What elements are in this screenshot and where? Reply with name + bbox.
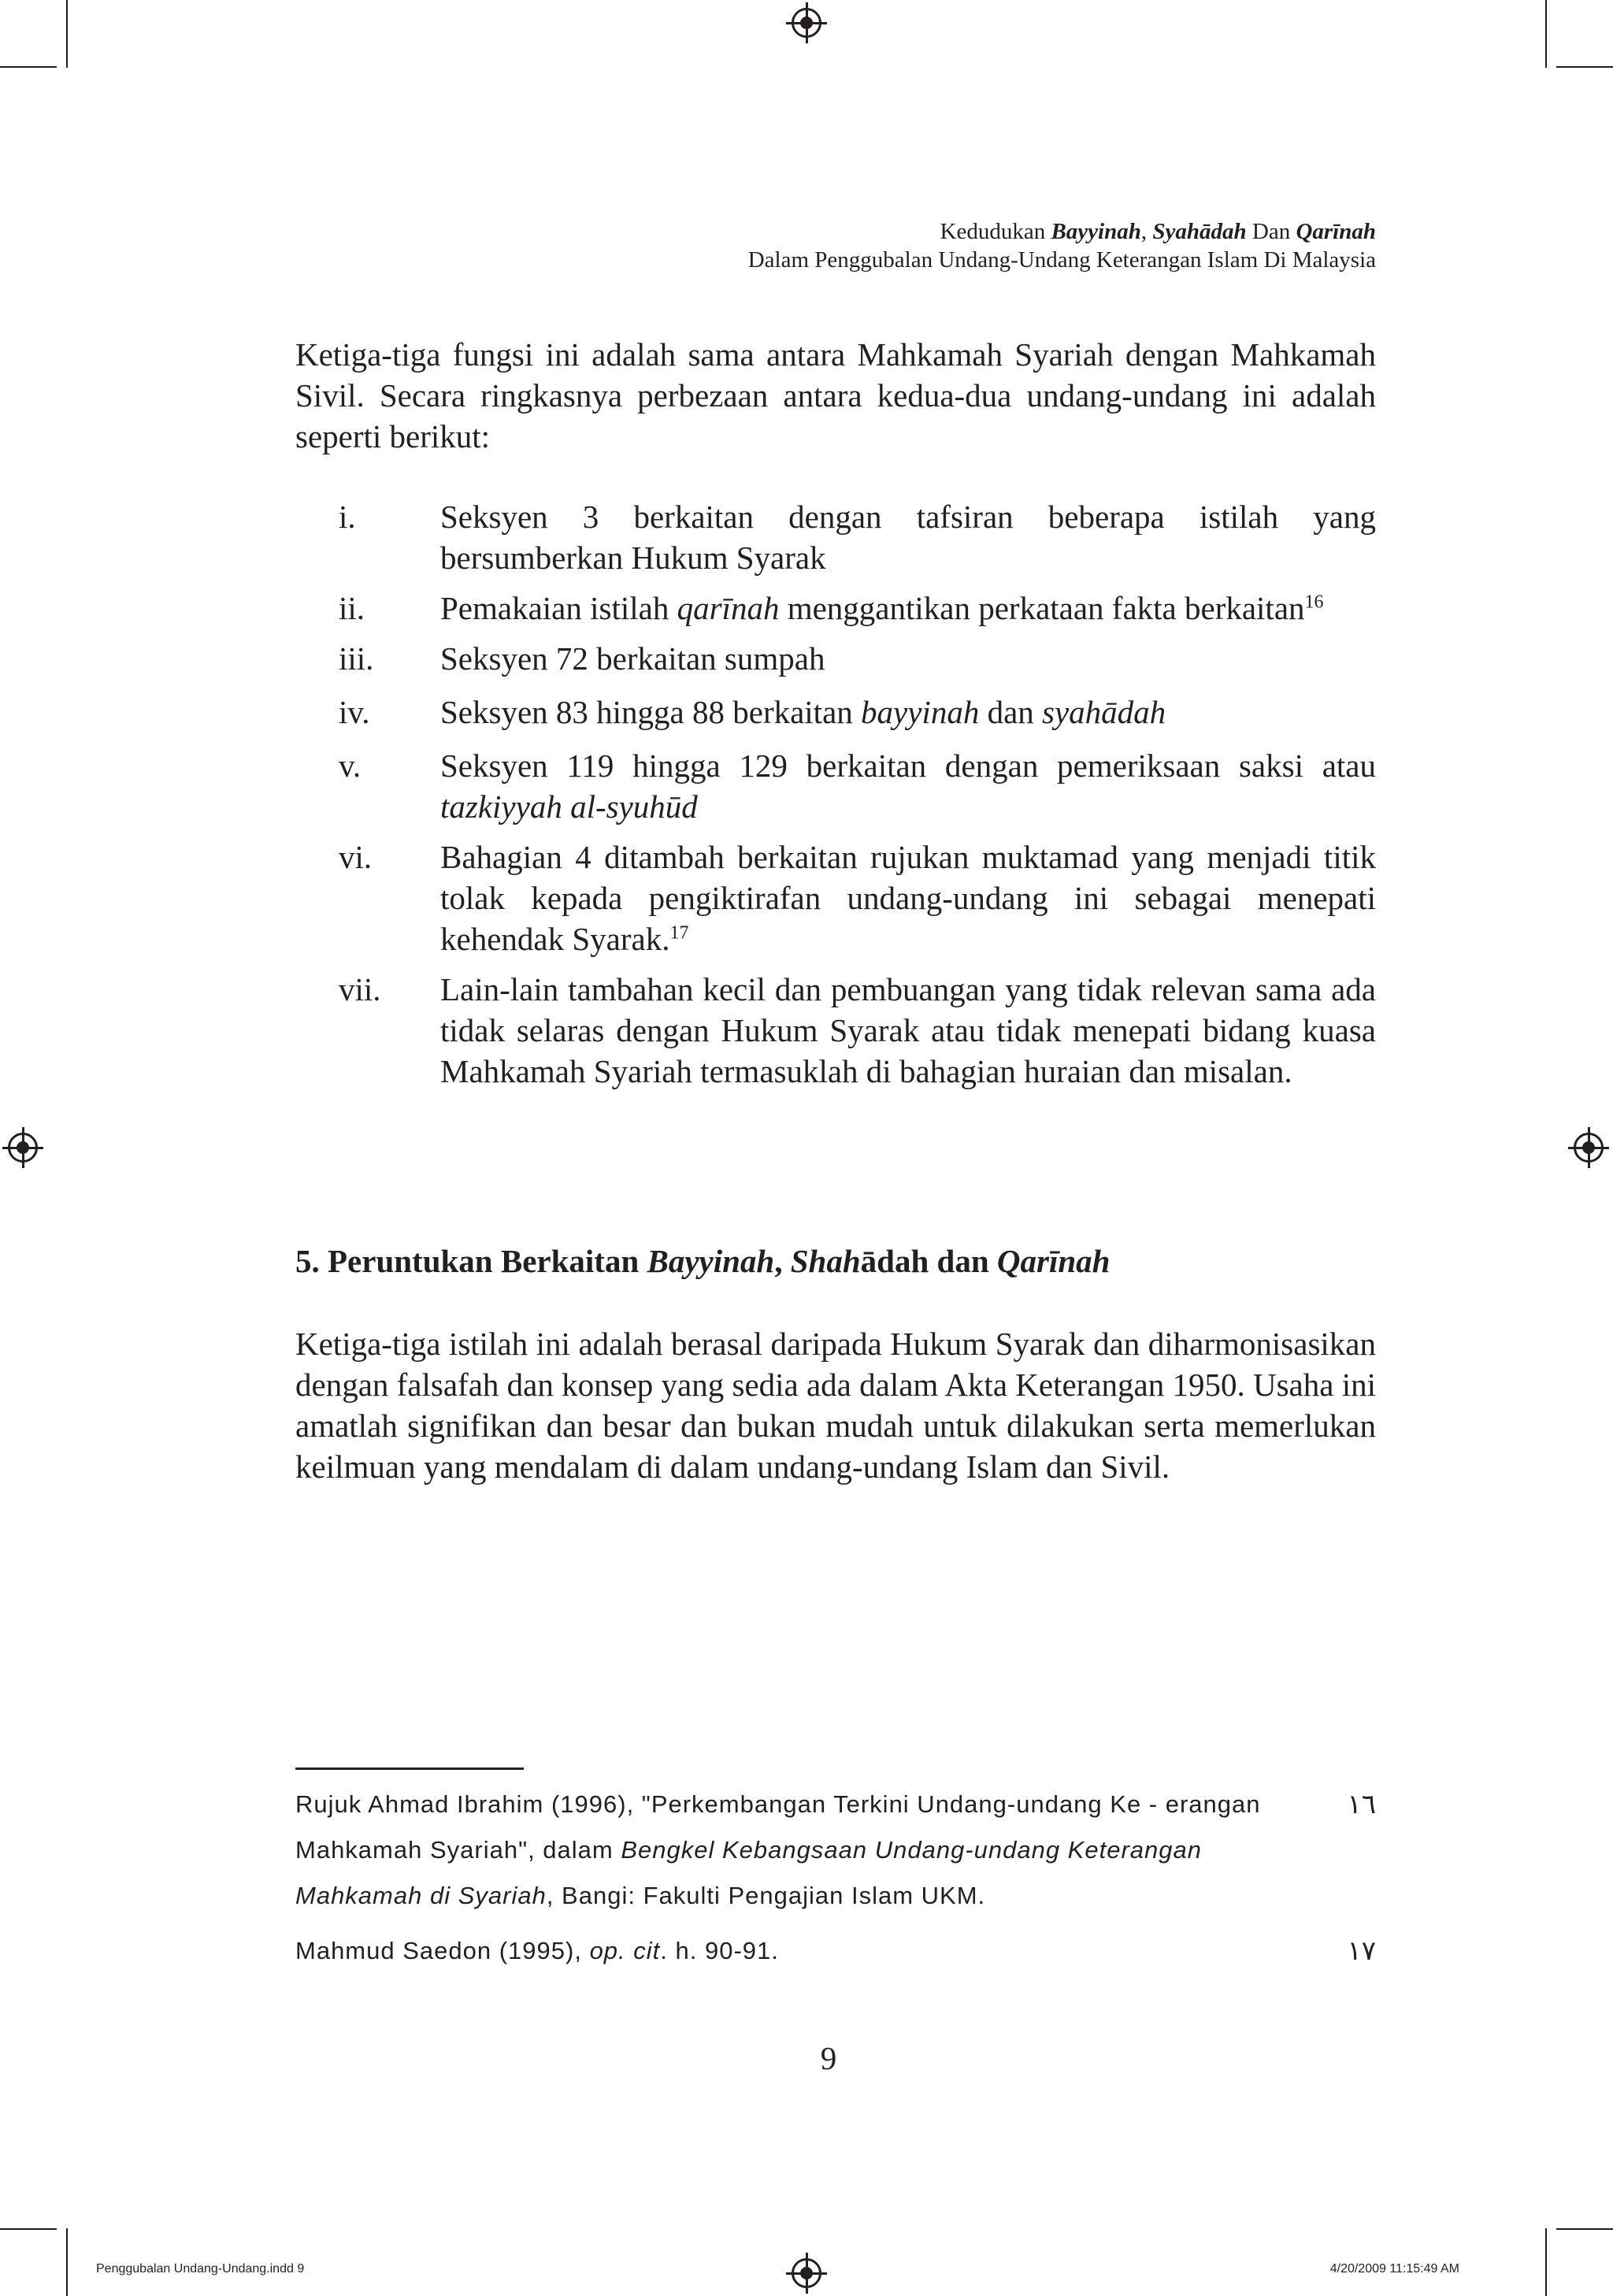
running-head — [748, 217, 1376, 274]
footnote-number: ١٦ — [1347, 1790, 1376, 1819]
footnote-ref[interactable]: 17 — [669, 922, 689, 944]
list-item-number: iv. — [339, 694, 370, 730]
list-item-number: vii. — [339, 971, 381, 1007]
list-item-text: Bahagian 4 ditambah berkaitan rujukan muktamad yang menjadi titik tolak kepada pengiktirafan undang-undang ini sebagai menepati kehendak Syarak. — [440, 839, 1376, 957]
footnote: ١٦ Rujuk Ahmad Ibrahim (1996), "Perkembangan Terkini Undang-undang Ke - erangan Mahkamah Syariah", dalam Bengkel Kebangsaan Undang-undang Keterangan Mahkamah di Syariah, Bangi: Fakulti Pengajian Islam UKM. — [295, 1782, 1376, 1919]
list-item-number: v. — [339, 747, 362, 784]
list-item-text: Seksyen 3 berkaitan dengan tafsiran beberapa istilah yang bersumberkan Hukum Syarak — [440, 499, 1376, 576]
list-item — [295, 638, 1376, 679]
slug-filename: Penggubalan Undang-Undang.indd 9 — [96, 2262, 305, 2276]
registration-mark-icon — [8, 1133, 38, 1163]
crop-mark-top-right-h — [1556, 66, 1613, 68]
slug-timestamp: 4/20/2009 11:15:49 AM — [1329, 2262, 1459, 2276]
list-item-number: vi. — [339, 839, 373, 875]
registration-mark-icon — [1574, 1133, 1604, 1163]
list-item-number: i. — [339, 499, 356, 535]
crop-mark-bottom-left-v — [66, 2228, 68, 2296]
crop-mark-top-left-v — [66, 0, 68, 68]
footnote-ref[interactable]: 16 — [1304, 592, 1324, 613]
differences-list — [295, 496, 1376, 1092]
list-item: iv. Seksyen 83 hingga 88 berkaitan bayyinah dan syahādah — [295, 692, 1376, 733]
registration-mark-icon — [792, 8, 821, 38]
running-head-line-1: Kedudukan Bayyinah, Syahādah Dan Qarīnah — [940, 219, 1376, 244]
footnote-number: ١٧ — [1347, 1936, 1376, 1966]
crop-mark-bottom-right-h — [1556, 2228, 1613, 2230]
list-item-text: Seksyen 72 berkaitan sumpah — [440, 640, 825, 677]
crop-mark-bottom-right-v — [1545, 2228, 1547, 2296]
list-item: v. Seksyen 119 hingga 129 berkaitan dengan pemeriksaan saksi atau tazkiyyah al-syuhūd — [295, 745, 1376, 827]
running-head-line-2: Dalam Penggubalan Undang-Undang Keterangan Islam Di Malaysia — [747, 247, 1376, 273]
page-number: 9 — [820, 2040, 837, 2076]
registration-mark-icon — [792, 2258, 821, 2288]
section-paragraph: Ketiga-tiga istilah ini adalah berasal daripada Hukum Syarak dan diharmonisasikan dengan falsafah dan konsep yang sedia ada dalam Akta Keterangan 1950. Usaha ini amatlah signifikan dan besar dan bukan mudah untuk dilakukan serta memerlukan keilmuan yang mendalam di dalam undang-undang Islam dan Sivil. — [295, 1326, 1376, 1485]
crop-mark-top-right-v — [1545, 0, 1547, 68]
list-item-number: iii. — [339, 640, 374, 677]
list-item — [295, 836, 1376, 959]
list-item — [295, 969, 1376, 1092]
section-heading: 5. Peruntukan Berkaitan Bayyinah, Shahādah dan Qarīnah — [295, 1243, 1111, 1279]
footnote: ١٧ Mahmud Saedon (1995), op. cit. h. 90-91. — [295, 1928, 1376, 1974]
list-item — [295, 496, 1376, 578]
crop-mark-bottom-left-h — [0, 2228, 57, 2230]
list-item: ii. Pemakaian istilah qarīnah menggantikan perkataan fakta berkaitan$^{16}$ — [295, 588, 1376, 629]
list-item-number: ii. — [339, 590, 365, 626]
crop-mark-top-left-h — [0, 66, 57, 68]
footnote-separator — [295, 1767, 524, 1770]
intro-paragraph: Ketiga-tiga fungsi ini adalah sama antara Mahkamah Syariah dengan Mahkamah Sivil. Secara ringkasnya perbezaan antara kedua-dua undang-undang ini adalah seperti berikut: — [295, 336, 1376, 454]
list-item-text: Lain-lain tambahan kecil dan pembuangan yang tidak relevan sama ada tidak selaras dengan Hukum Syarak atau tidak menepati bidang kuasa Mahkamah Syariah termasuklah di bahagian huraian dan misalan. — [440, 971, 1376, 1089]
